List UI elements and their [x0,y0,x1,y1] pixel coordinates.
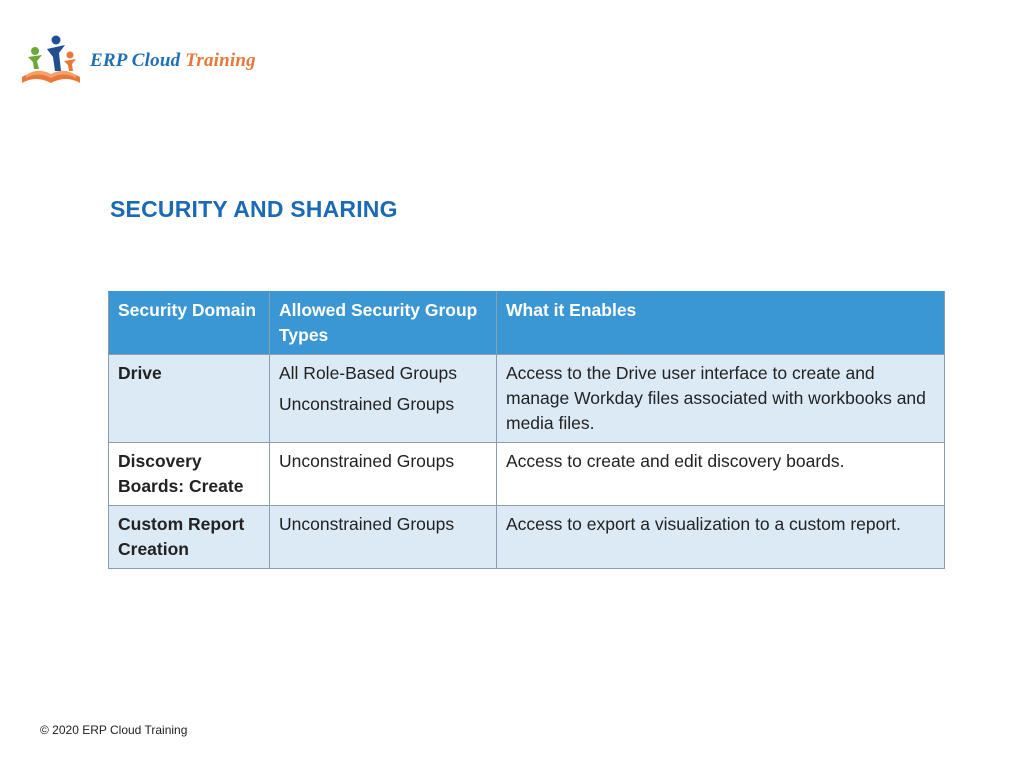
table-row [109,355,945,443]
cell-domain: Discovery Boards: Create [109,443,270,506]
group-type: Unconstrained Groups [279,451,455,471]
brand-name-part1: ERP Cloud [90,50,181,71]
table-row [109,443,945,506]
page-title: SECURITY AND SHARING [110,196,398,222]
header-security-domain: Security Domain [109,292,270,355]
brand-name-part2: Training [185,50,256,71]
brand-name [90,50,256,72]
cell-enables: Access to export a visualization to a custom report. [497,506,945,569]
group-type: All Role-Based Groups [279,363,457,383]
header-what-it-enables: What it Enables [497,292,945,355]
cell-enables: Access to create and edit discovery boards. [497,443,945,506]
cell-groups [270,506,497,569]
group-type: Unconstrained Groups [279,514,455,534]
footer-copyright: © 2020 ERP Cloud Training [40,723,188,737]
table-header-row [109,292,945,355]
cell-groups [270,443,497,506]
table-row [109,506,945,569]
cell-enables: Access to the Drive user interface to create and manage Workday files associated with workbooks and media files. [497,355,945,443]
security-table [108,291,945,569]
brand-logo [18,26,278,96]
book-reader-icon [18,31,84,91]
cell-domain: Drive [109,355,270,443]
header-allowed-group-types: Allowed Security Group Types [270,292,497,355]
cell-domain: Custom Report Creation [109,506,270,569]
cell-groups [270,355,497,443]
group-type: Unconstrained Groups [279,394,455,414]
